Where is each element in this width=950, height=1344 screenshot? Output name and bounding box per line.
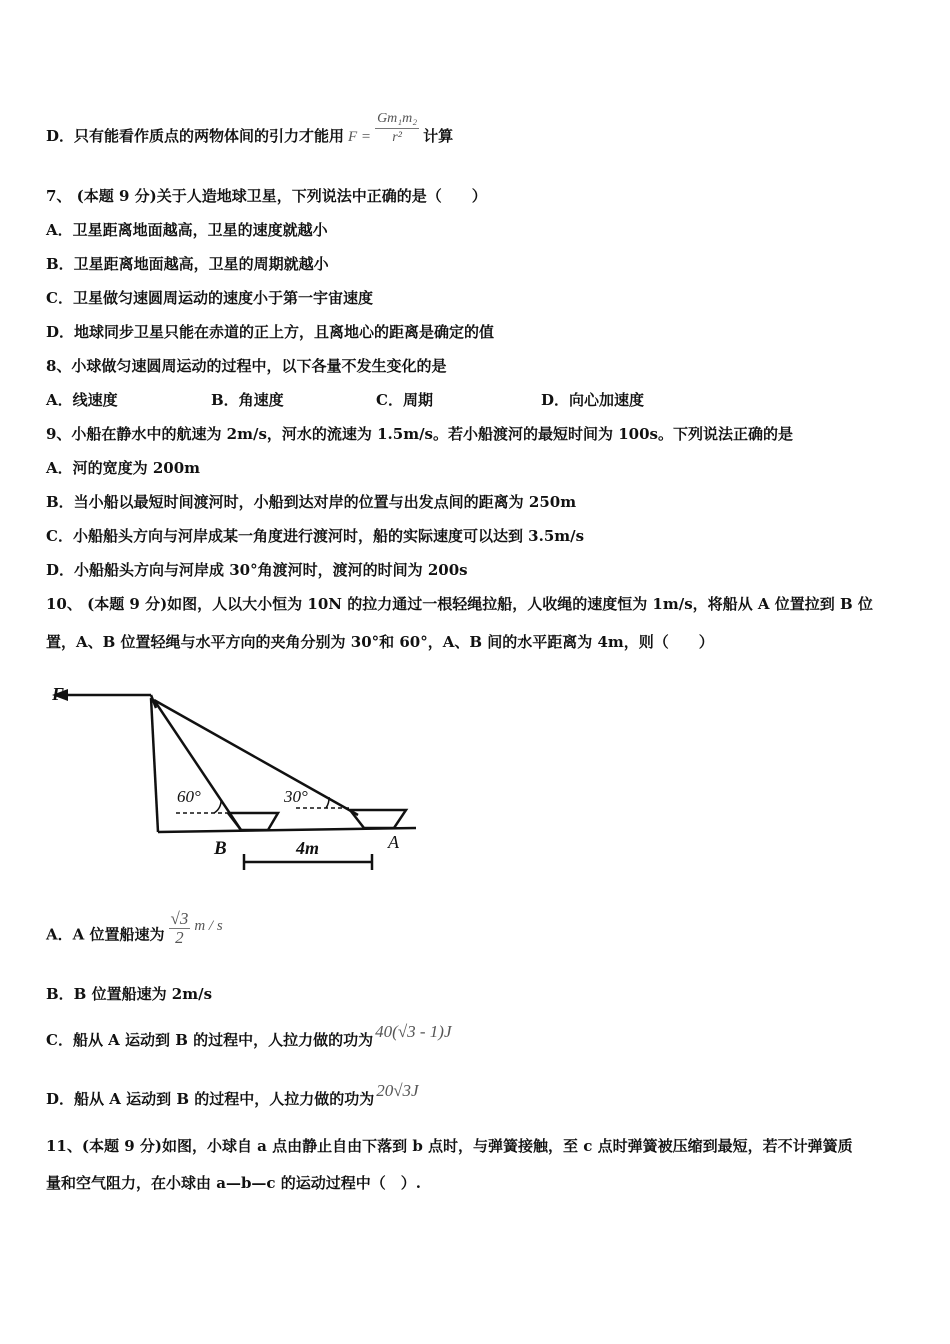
- q9-stem: 9、小船在静水中的航速为 2m/s，河水的流速为 1.5m/s。若小船渡河的最短时间为 100s。下列说法正确的是: [46, 425, 793, 443]
- q8-options: [46, 390, 706, 410]
- q7-option-a: A．卫星距离地面越高，卫星的速度就越小: [46, 221, 328, 239]
- rope-to-b: [154, 700, 241, 830]
- label-a: A: [388, 832, 399, 852]
- q10-figure: [46, 680, 426, 880]
- q6-formula-denominator: r²: [392, 129, 402, 145]
- q8-option-c: C．周期: [376, 391, 433, 409]
- q8-option-b: B．角速度: [211, 391, 284, 409]
- q8-option-d: D．向心加速度: [541, 391, 645, 409]
- q10-stem-line2: 置，A、B 位置轻绳与水平方向的夹角分别为 30°和 60°，A、B 间的水平距离为 4m，则（ ）: [46, 633, 714, 651]
- q10-option-a-fraction: [169, 910, 191, 947]
- label-angle-a: 30°: [284, 787, 308, 806]
- q10-option-c: C．船从 A 运动到 B 的过程中，人拉力做的功为 40(√3 - 1)J: [46, 1022, 452, 1049]
- boat-a: [350, 810, 406, 828]
- q10-option-a-unit: m / s: [194, 917, 223, 934]
- q8-stem: 8、小球做匀速圆周运动的过程中，以下各量不发生变化的是: [46, 357, 447, 375]
- q10-option-a: A．A 位置船速为 $\frac{√3}{2}$ m / s: [46, 909, 223, 947]
- q6-formula-lhs: F =: [348, 129, 372, 145]
- label-distance: 4m: [296, 838, 320, 858]
- q6-formula-fraction: [375, 110, 419, 147]
- q10-option-c-math: 40(√3 - 1)J: [375, 1022, 452, 1041]
- q7-option-b: B．卫星距离地面越高，卫星的周期就越小: [46, 255, 329, 273]
- q7-stem: 7、 (本题 9 分)关于人造地球卫星，下列说法中正确的是（ ）: [46, 187, 487, 205]
- q7-option-d: D．地球同步卫星只能在赤道的正上方，且离地心的距离是确定的值: [46, 323, 495, 341]
- wall-left: [151, 698, 158, 832]
- label-force: F: [52, 684, 65, 704]
- q10-option-b: B．B 位置船速为 2m/s: [46, 985, 213, 1003]
- q10-option-a-numerator: √3: [170, 909, 189, 928]
- q6-formula-numerator: Gm₁m₂: [375, 110, 419, 129]
- q10-option-d: D．船从 A 运动到 B 的过程中，人拉力做的功为 20√3J: [46, 1081, 419, 1108]
- q9-option-a: A．河的宽度为 200m: [46, 459, 201, 477]
- q9-option-c: C．小船船头方向与河岸成某一角度进行渡河时，船的实际速度可以达到 3.5m/s: [46, 527, 585, 545]
- q10-stem-line1: 10、 (本题 9 分)如图，人以大小恒为 10N 的拉力通过一根轻绳拉船，人收绳的速度恒为 1m/s，将船从 A 位置拉到 B 位: [46, 595, 873, 613]
- label-angle-b: 60°: [177, 787, 201, 806]
- q11-stem-line1: 11、(本题 9 分)如图，小球自 a 点由静止自由下落到 b 点时，与弹簧接触，至 c 点时弹簧被压缩到最短，若不计弹簧质: [46, 1137, 853, 1155]
- label-b: B: [214, 838, 227, 859]
- q9-option-b: B．当小船以最短时间渡河时，小船到达对岸的位置与出发点间的距离为 250m: [46, 493, 577, 511]
- q8-option-a: A．线速度: [46, 391, 118, 409]
- q11-stem-line2: 量和空气阻力，在小球由 a—b—c 的运动过程中（ ）.: [46, 1174, 422, 1192]
- angle-arc-b: [214, 800, 221, 813]
- q7-option-c: C．卫星做匀速圆周运动的速度小于第一宇宙速度: [46, 289, 373, 307]
- q10-option-d-math: 20√3J: [376, 1081, 419, 1100]
- q6-option-d: D．只有能看作质点的两物体间的引力才能用 F = $\frac{\text{Gm₁m₂}}{\text{r²}}$ 计算: [46, 110, 454, 145]
- q10-option-a-denominator: 2: [175, 928, 184, 947]
- boat-b: [228, 813, 278, 830]
- q9-option-d: D．小船船头方向与河岸成 30°角渡河时，渡河的时间为 200s: [46, 561, 468, 579]
